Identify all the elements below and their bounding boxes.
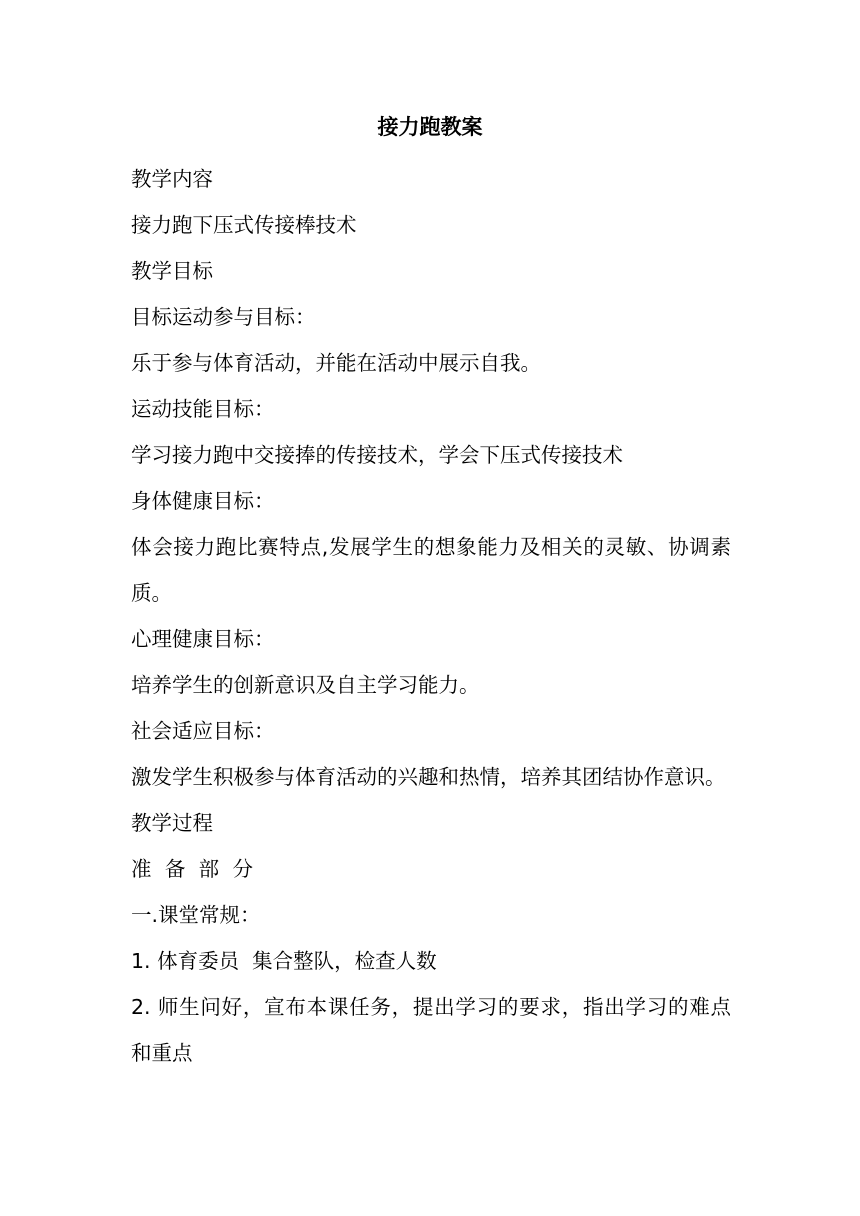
goal-physical-heading: 身体健康目标： — [131, 489, 275, 513]
document-title: 接力跑教案 — [377, 115, 483, 139]
routine-heading: 一.课堂常规： — [131, 903, 261, 927]
goal-physical-text: 体会接力跑比赛特点,发展学生的想象能力及相关的灵敏、协调素质。 — [131, 535, 731, 605]
section-heading-goals: 教学目标 — [131, 259, 213, 283]
document-body — [131, 156, 731, 1076]
content-text: 接力跑下压式传接棒技术 — [131, 213, 357, 237]
goal-skill-heading: 运动技能目标： — [131, 397, 275, 421]
goal-social-text: 激发学生积极参与体育活动的兴趣和热情，培养其团结协作意识。 — [131, 765, 726, 789]
section-heading-process: 教学过程 — [131, 811, 213, 835]
goal-skill-text: 学习接力跑中交接捧的传接技术，学会下压式传接技术 — [131, 443, 623, 467]
goal-mental-heading: 心理健康目标： — [131, 627, 275, 651]
section-heading-content: 教学内容 — [131, 167, 213, 191]
goal-participation-heading: 目标运动参与目标： — [131, 305, 316, 329]
goal-social-heading: 社会适应目标： — [131, 719, 275, 743]
goal-participation-text: 乐于参与体育活动，并能在活动中展示自我。 — [131, 351, 541, 375]
routine-item-1: 1. 体育委员 集合整队，检查人数 — [131, 949, 437, 973]
goal-mental-text: 培养学生的创新意识及自主学习能力。 — [131, 673, 480, 697]
preparation-heading: 准备部分 — [131, 857, 267, 881]
routine-item-2: 2. 师生问好，宣布本课任务，提出学习的要求，指出学习的难点和重点 — [131, 995, 731, 1065]
